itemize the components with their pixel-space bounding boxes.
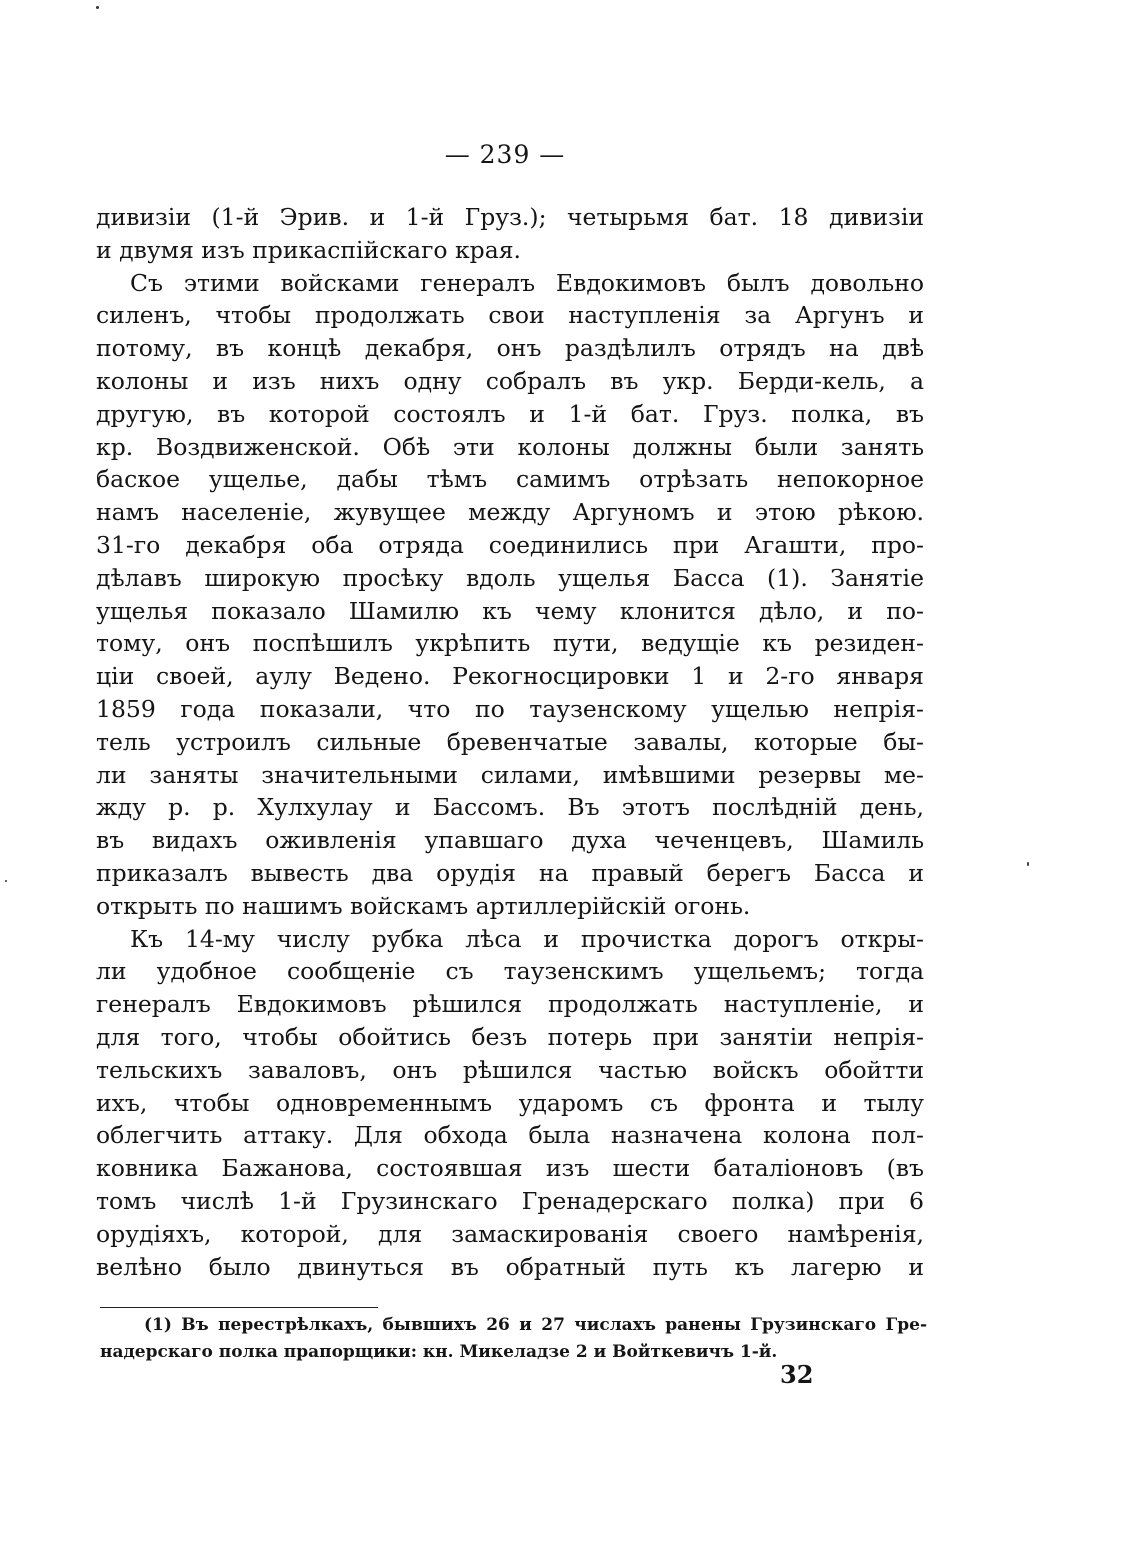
text-line: ли удобное сообщеніе съ таузенскимъ ущельемъ; тогда	[96, 957, 924, 986]
text-line: кр. Воздвиженской. Обѣ эти колоны должны были занять	[96, 432, 924, 461]
footnote-rule	[100, 1307, 378, 1308]
text-line: ущелья показало Шамилю къ чему клонится дѣло, и по-	[96, 596, 924, 625]
text-line: для того, чтобы обойтись безъ потерь при занятіи непрія-	[96, 1022, 924, 1051]
text-line: Съ этими войсками генералъ Евдокимовъ былъ довольно	[130, 268, 924, 297]
text-line: тому, онъ поспѣшилъ укрѣпить пути, ведущіе къ резиден-	[96, 629, 924, 658]
text-line: ихъ, чтобы одновременнымъ ударомъ съ фронта и тылу	[96, 1088, 924, 1117]
text-line: баское ущелье, дабы тѣмъ самимъ отрѣзать непокорное	[96, 465, 924, 494]
text-line: 1859 года показали, что по таузенскому ущелью непрія-	[96, 694, 924, 723]
text-line: томъ числѣ 1-й Грузинскаго Гренадерскаго полка) при 6	[96, 1186, 924, 1215]
scan-speck	[1027, 862, 1029, 866]
text-line: ковника Бажанова, состоявшая изъ шести баталіоновъ (въ	[96, 1154, 924, 1183]
footnote-line: (1) Въ перестрѣлкахъ, бывшихъ 26 и 27 числахъ ранены Грузинскаго Гре-	[144, 1315, 927, 1335]
text-line: тельскихъ заваловъ, онъ рѣшился частью войскъ обойтти	[96, 1055, 924, 1084]
text-line: силенъ, чтобы продолжать свои наступленія за Аргунъ и	[96, 301, 924, 330]
text-line: открыть по нашимъ войскамъ артиллерійскій огонь.	[96, 891, 751, 920]
body-text	[96, 201, 924, 1283]
footnotes	[100, 1312, 927, 1366]
text-line: дѣлавъ широкую просѣку вдоль ущелья Басса (1). Занятіе	[96, 563, 924, 592]
text-line: жду р. р. Хулхулау и Бассомъ. Въ этотъ послѣдній день,	[96, 793, 924, 822]
text-line: Къ 14-му числу рубка лѣса и прочистка дорогъ откры-	[130, 924, 924, 953]
text-line: приказалъ вывесть два орудія на правый берегъ Басса и	[96, 858, 924, 887]
text-line: намъ населеніе, жувущее между Аргуномъ и этою рѣкою.	[96, 498, 924, 527]
signature-mark: 32	[780, 1360, 814, 1389]
footnote-line: надерскаго полка прапорщики: кн. Микеладзе 2 и Войткевичъ 1-й.	[100, 1342, 778, 1362]
page-number: — 239 —	[444, 140, 566, 169]
text-line: велѣно было двинуться въ обратный путь къ лагерю и	[96, 1252, 924, 1281]
text-line: другую, въ которой состоялъ и 1-й бат. Груз. полка, въ	[96, 399, 924, 428]
text-line: потому, въ концѣ декабря, онъ раздѣлилъ отрядъ на двѣ	[96, 334, 924, 363]
text-line: колоны и изъ нихъ одну собралъ въ укр. Берди-кель, а	[96, 366, 924, 395]
scan-speck	[96, 6, 99, 9]
text-line: орудіяхъ, которой, для замаскированія своего намѣренія,	[96, 1219, 924, 1248]
text-line: тель устроилъ сильные бревенчатые завалы, которые бы-	[96, 727, 924, 756]
text-line: въ видахъ оживленія упавшаго духа чеченцевъ, Шамиль	[96, 826, 924, 855]
scan-speck	[5, 880, 7, 882]
text-line: ли заняты значительными силами, имѣвшими резервы ме-	[96, 760, 924, 789]
text-line: 31-го декабря оба отряда соединились при Агашти, про-	[96, 530, 924, 559]
text-line: и двумя изъ прикаспійскаго края.	[96, 235, 522, 264]
text-line: ціи своей, аулу Ведено. Рекогносцировки 1 и 2-го января	[96, 662, 924, 691]
text-line: дивизіи (1-й Эрив. и 1-й Груз.); четырьмя бат. 18 дивизіи	[96, 203, 924, 231]
text-line: генералъ Евдокимовъ рѣшился продолжать наступленіе, и	[96, 990, 924, 1019]
text-line: облегчить аттаку. Для обхода была назначена колона пол-	[96, 1121, 924, 1150]
